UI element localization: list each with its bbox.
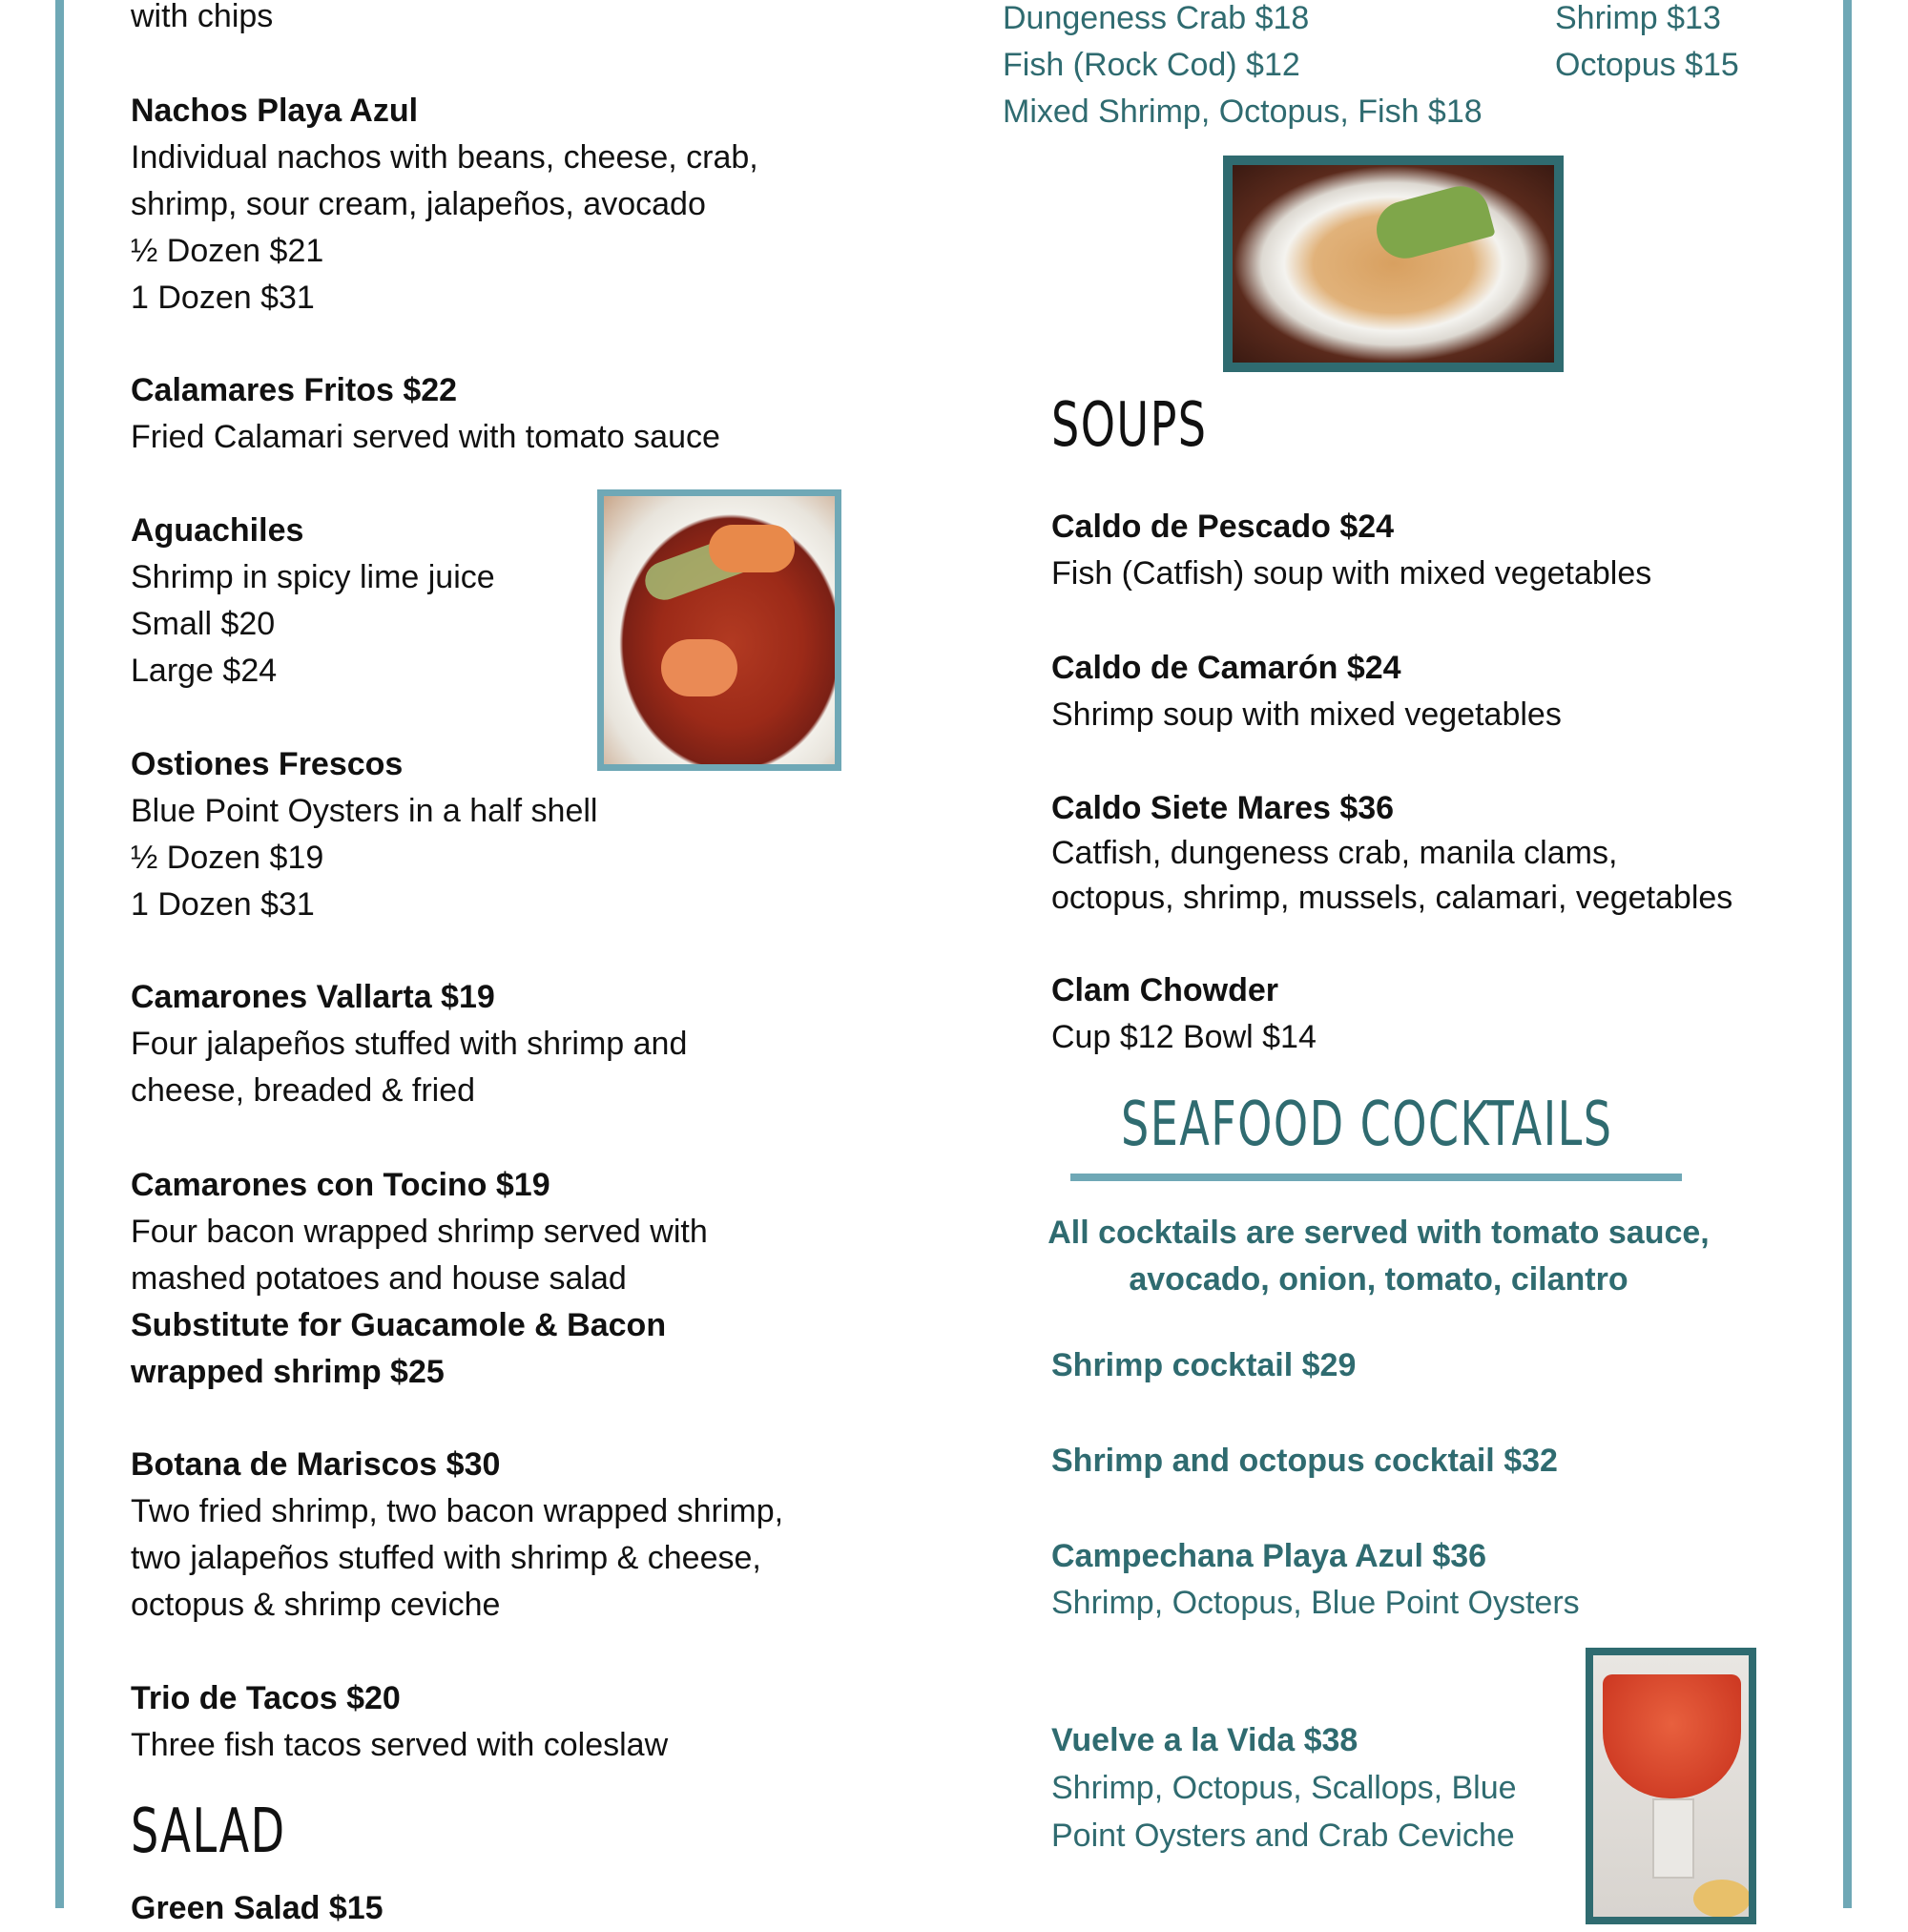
aguachiles-photo: [597, 489, 841, 771]
ceviche-tostada-photo: [1223, 156, 1564, 372]
menu-item-aguachiles: [131, 508, 495, 695]
item-name: Nachos Playa Azul: [131, 93, 419, 129]
menu-item-camarones-vallarta: [131, 974, 687, 1114]
soup-caldo-siete-mares: [1051, 786, 1732, 921]
section-heading-salad: SALAD: [131, 1797, 286, 1867]
item-desc: octopus & shrimp ceviche: [131, 1587, 501, 1623]
cocktails-note: [997, 1210, 1760, 1303]
item-name: Ostiones Frescos: [131, 746, 404, 782]
item-name: Caldo de Camarón $24: [1051, 650, 1401, 686]
menu-item-camarones-tocino: [131, 1162, 708, 1396]
item-desc: Fish (Catfish) soup with mixed vegetables: [1051, 555, 1652, 592]
item-name: Caldo de Pescado $24: [1051, 509, 1395, 545]
item-desc: Fried Calamari served with tomato sauce: [131, 419, 720, 455]
item-desc: Shrimp in spicy lime juice: [131, 559, 495, 595]
item-name: Campechana Playa Azul $36: [1051, 1538, 1487, 1574]
intro-tail: with chips: [131, 0, 274, 34]
ceviche-options-right: [1555, 0, 1739, 89]
note-line: avocado, onion, tomato, cilantro: [1129, 1261, 1628, 1298]
item-desc: Shrimp, Octopus, Blue Point Oysters: [1051, 1585, 1580, 1621]
item-desc: Two fried shrimp, two bacon wrapped shrimp,: [131, 1493, 784, 1529]
item-desc: two jalapeños stuffed with shrimp & cheese,: [131, 1540, 761, 1576]
item-name: Caldo Siete Mares $36: [1051, 790, 1395, 826]
menu-item-botana: [131, 1442, 783, 1629]
menu-item-calamares: [131, 367, 720, 461]
item-desc: cheese, breaded & fried: [131, 1072, 476, 1109]
item-substitute: wrapped shrimp $25: [131, 1354, 445, 1390]
item-name: Clam Chowder: [1051, 972, 1279, 1008]
item-price: ½ Dozen $19: [131, 840, 324, 876]
menu-item-ostiones: [131, 741, 597, 928]
menu-item-trio-tacos: [131, 1675, 668, 1769]
item-desc: Blue Point Oysters in a half shell: [131, 793, 598, 829]
item-substitute: Substitute for Guacamole & Bacon: [131, 1307, 667, 1343]
cocktail-vuelve-a-la-vida: [1051, 1716, 1517, 1859]
item-desc: Shrimp, Octopus, Scallops, Blue: [1051, 1770, 1517, 1806]
menu-item-green-salad: Green Salad $15: [131, 1890, 384, 1926]
item-desc: octopus, shrimp, mussels, calamari, vegetables: [1051, 880, 1733, 916]
cocktail-glass-photo: [1586, 1648, 1756, 1924]
menu-item-nachos: [131, 88, 758, 322]
menu-border-right: [1843, 0, 1852, 1908]
section-heading-seafood-cocktails: SEAFOOD COCKTAILS: [1121, 1090, 1613, 1160]
item-desc: Catfish, dungeness crab, manila clams,: [1051, 835, 1618, 871]
section-heading-soups: SOUPS: [1051, 390, 1208, 461]
item-name: Vuelve a la Vida $38: [1051, 1722, 1358, 1758]
item-desc: Shrimp soup with mixed vegetables: [1051, 696, 1562, 733]
item-price: 1 Dozen $31: [131, 886, 315, 923]
soup-caldo-camaron: [1051, 645, 1562, 738]
note-line: All cocktails are served with tomato sauce,: [1047, 1215, 1710, 1251]
ceviche-option: Dungeness Crab $18: [1003, 0, 1310, 36]
item-name: Aguachiles: [131, 512, 304, 549]
item-desc: shrimp, sour cream, jalapeños, avocado: [131, 186, 706, 222]
soup-clam-chowder: [1051, 967, 1317, 1061]
ceviche-option: Fish (Rock Cod) $12: [1003, 47, 1300, 83]
item-price: 1 Dozen $31: [131, 280, 315, 316]
menu-border-left: [55, 0, 64, 1908]
soup-caldo-pescado: [1051, 504, 1651, 597]
item-name: Camarones con Tocino $19: [131, 1167, 550, 1203]
cocktail-campechana: [1051, 1533, 1580, 1627]
item-name: Camarones Vallarta $19: [131, 979, 495, 1015]
item-desc: Four bacon wrapped shrimp served with: [131, 1214, 708, 1250]
ceviche-option: Mixed Shrimp, Octopus, Fish $18: [1003, 93, 1483, 130]
item-desc: Point Oysters and Crab Ceviche: [1051, 1818, 1515, 1854]
item-name: Calamares Fritos $22: [131, 372, 458, 408]
item-desc: Three fish tacos served with coleslaw: [131, 1727, 669, 1763]
item-desc: Individual nachos with beans, cheese, crab,: [131, 139, 758, 176]
ceviche-options-left: [1003, 0, 1483, 135]
item-desc: Four jalapeños stuffed with shrimp and: [131, 1026, 688, 1062]
ceviche-option: Shrimp $13: [1555, 0, 1721, 36]
ceviche-option: Octopus $15: [1555, 47, 1739, 83]
item-desc: Cup $12 Bowl $14: [1051, 1019, 1317, 1055]
item-desc: mashed potatoes and house salad: [131, 1260, 627, 1297]
cocktail-shrimp-octopus: Shrimp and octopus cocktail $32: [1051, 1443, 1558, 1479]
item-name: Trio de Tacos $20: [131, 1680, 401, 1716]
heading-underline: [1070, 1174, 1682, 1181]
item-price: Small $20: [131, 606, 276, 642]
item-price: ½ Dozen $21: [131, 233, 324, 269]
item-name: Botana de Mariscos $30: [131, 1446, 501, 1483]
item-price: Large $24: [131, 653, 278, 689]
cocktail-shrimp: Shrimp cocktail $29: [1051, 1347, 1357, 1383]
